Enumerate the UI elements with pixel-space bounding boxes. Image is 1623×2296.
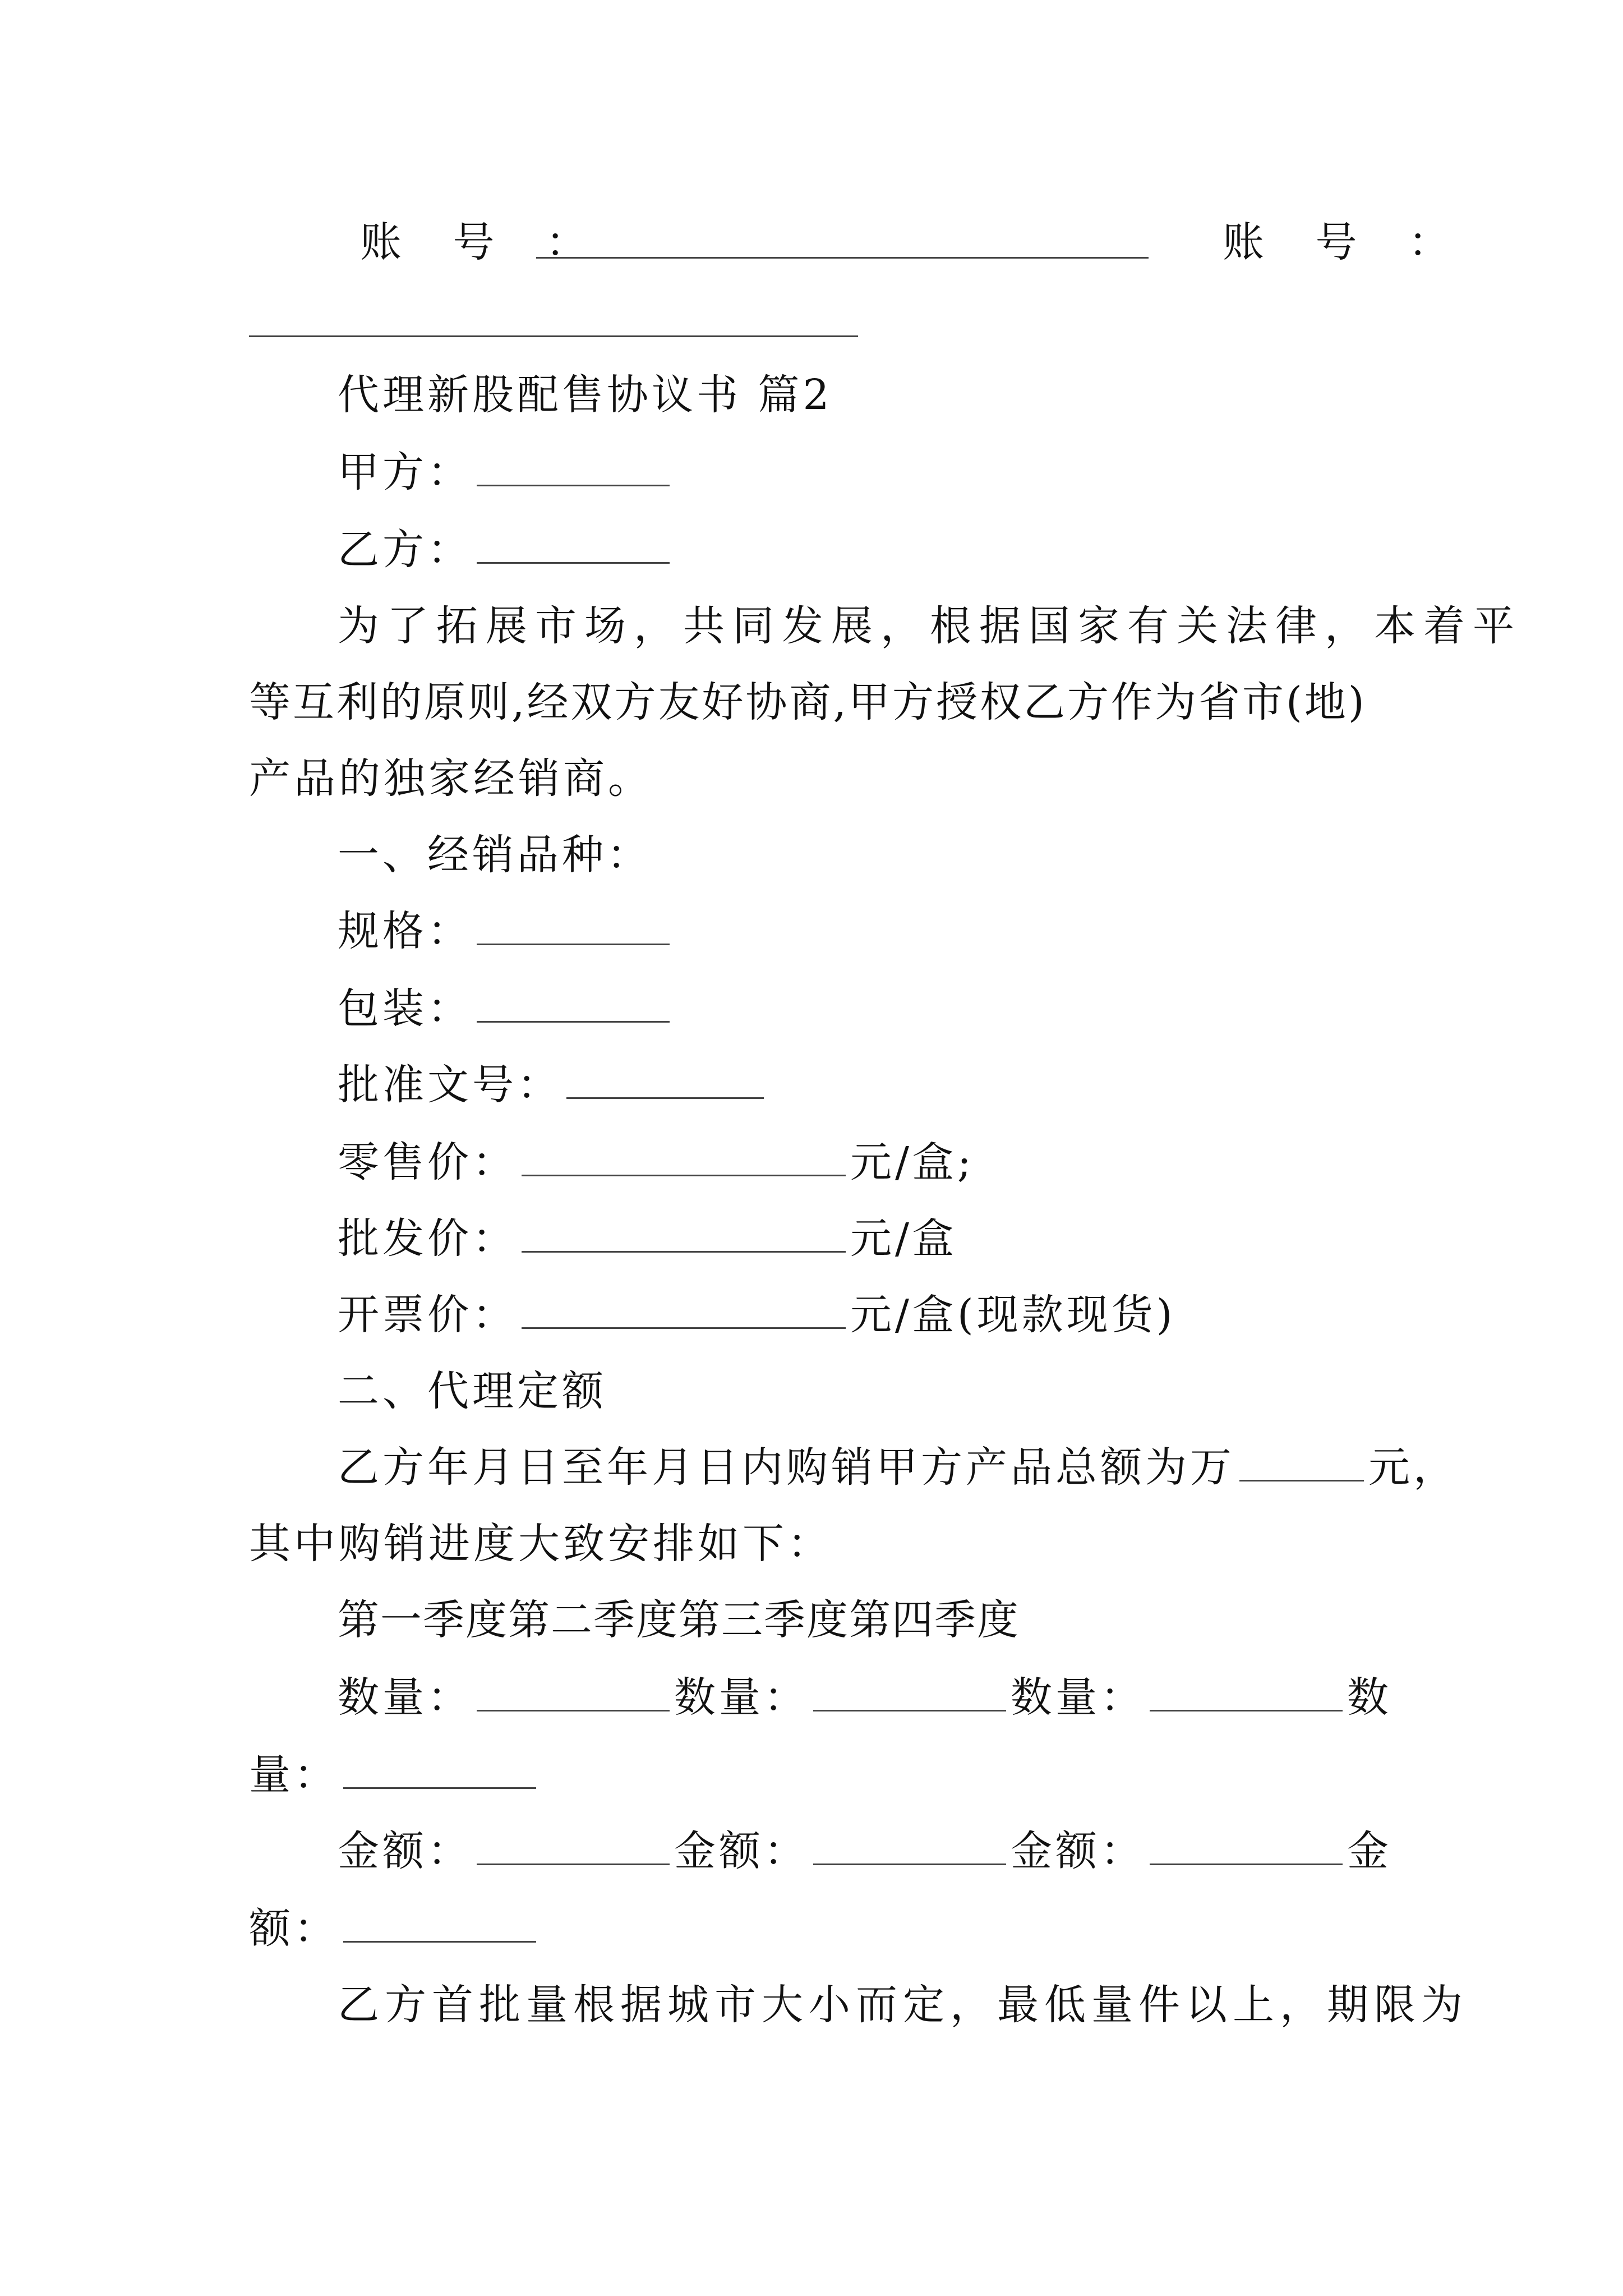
qty-blank-q4 <box>343 1748 536 1789</box>
account-label-right <box>1223 214 1469 270</box>
qty-label-q3: 数量： <box>1011 1673 1145 1722</box>
party-a-label: 甲方： <box>338 448 472 496</box>
qty-blank-q1 <box>477 1671 670 1711</box>
invoice-unit: 元/盒(现款现货) <box>850 1291 1176 1339</box>
retail-unit: 元/盒; <box>850 1138 975 1186</box>
amt-blank-q1 <box>477 1824 670 1865</box>
invoice-blank <box>522 1288 846 1329</box>
party-b-line <box>338 522 674 578</box>
invoice-line <box>338 1287 1176 1343</box>
invoice-label: 开票价： <box>338 1291 517 1339</box>
package-label: 包装： <box>338 984 472 1033</box>
qty-row <box>338 1669 1392 1726</box>
document-title: 代理新股配售协议书 篇2 <box>338 371 833 419</box>
account-blank-right <box>249 335 858 337</box>
intro-line-2: 等互利的原则,经双方友好协商,甲方授权乙方作为省市(地) <box>249 678 1367 726</box>
quota-text: 乙方年月日至年月日内购销甲方产品总额为万 <box>338 1443 1235 1492</box>
party-b-blank <box>477 523 670 564</box>
retail-line <box>338 1134 975 1190</box>
account-label-left <box>360 214 606 270</box>
spec-blank <box>477 904 670 945</box>
package-line <box>338 981 674 1037</box>
qty-label-q4-part1: 数 <box>1347 1673 1392 1722</box>
quarters-line: 第一季度第二季度第三季度第四季度 <box>338 1596 1020 1644</box>
approval-label: 批准文号： <box>338 1061 562 1109</box>
spec-label: 规格： <box>338 907 472 955</box>
qty-label-q4-part2: 量： <box>249 1751 339 1799</box>
party-a-blank <box>477 445 670 486</box>
retail-label: 零售价： <box>338 1138 517 1186</box>
first-batch-line: 乙方首批量根据城市大小而定，最低量件以上，期限为 <box>338 1981 1468 2029</box>
approval-blank <box>566 1058 764 1099</box>
amt-row <box>338 1823 1392 1879</box>
qty-blank-q3 <box>1150 1671 1343 1711</box>
account-label-left-text: 账 号 ： <box>360 218 607 266</box>
amt-label-q4-part1: 金 <box>1347 1827 1392 1875</box>
retail-blank <box>522 1135 846 1176</box>
quota-unit: 元， <box>1368 1443 1458 1492</box>
approval-line <box>338 1057 768 1113</box>
amt-blank-q2 <box>813 1824 1006 1865</box>
qty-label-q2: 数量： <box>674 1673 809 1722</box>
spec-line <box>338 903 674 959</box>
amt-blank-q3 <box>1150 1824 1343 1865</box>
account-blank-left <box>536 257 1149 259</box>
quota-line-2: 其中购销进度大致安排如下： <box>249 1520 832 1568</box>
wholesale-blank <box>522 1212 846 1253</box>
qty-label-q1: 数量： <box>338 1673 472 1722</box>
qty-row-cont <box>249 1747 541 1803</box>
wholesale-unit: 元/盒 <box>850 1214 957 1263</box>
amt-label-q3: 金额： <box>1011 1827 1145 1875</box>
amt-label-q1: 金额： <box>338 1827 472 1875</box>
account-label-right-text: 账 号 ： <box>1223 218 1469 266</box>
intro-line-3: 产品的独家经销商。 <box>249 754 653 803</box>
amt-row-cont <box>249 1901 541 1957</box>
wholesale-label: 批发价： <box>338 1214 517 1263</box>
amt-blank-q4 <box>343 1902 536 1943</box>
intro-line-1: 为了拓展市场，共同发展，根据国家有关法律，本着平 <box>338 602 1522 650</box>
package-blank <box>477 982 670 1023</box>
section2-heading: 二、代理定额 <box>338 1367 607 1415</box>
quota-line-1 <box>338 1439 1458 1496</box>
quota-blank <box>1239 1441 1364 1481</box>
party-b-label: 乙方： <box>338 526 472 574</box>
wholesale-line <box>338 1211 957 1267</box>
amt-label-q2: 金额： <box>674 1827 809 1875</box>
qty-blank-q2 <box>813 1671 1006 1711</box>
party-a-line <box>338 444 674 500</box>
amt-label-q4-part2: 额： <box>249 1904 339 1953</box>
section1-heading: 一、经销品种： <box>338 831 652 879</box>
